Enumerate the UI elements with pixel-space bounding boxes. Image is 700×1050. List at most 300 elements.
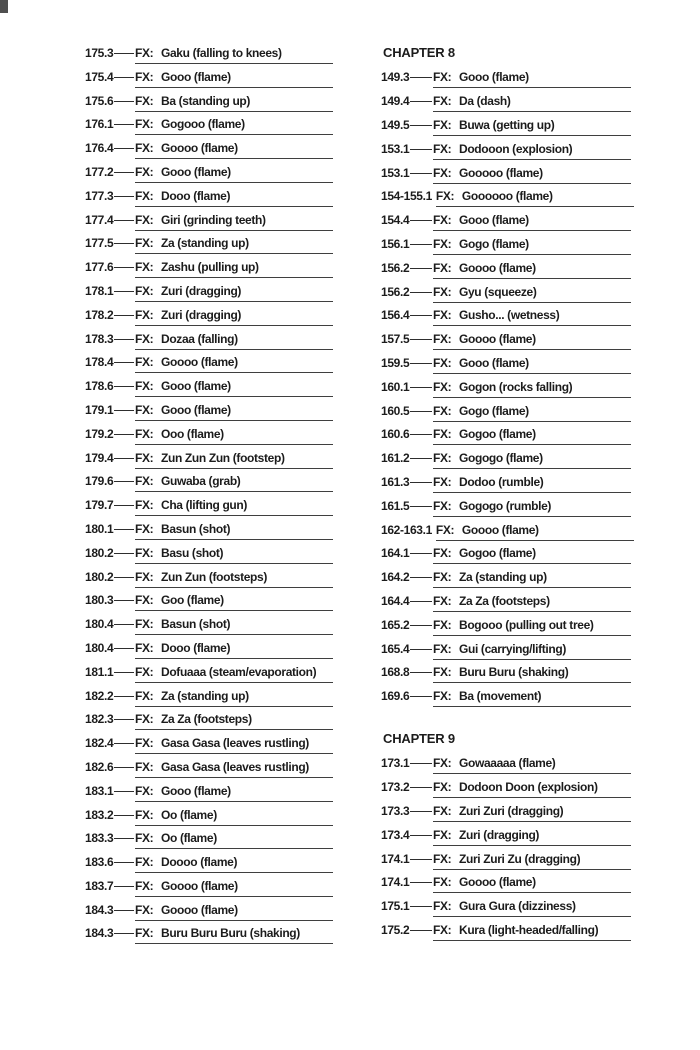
fx-sound: Buru Buru Buru (shaking) xyxy=(161,926,300,941)
fx-sound: Goooo (flame) xyxy=(161,355,238,370)
fx-sound: Cha (lifting gun) xyxy=(161,498,248,513)
fx-label: FX: xyxy=(433,498,452,513)
fx-entry-text xyxy=(433,307,631,326)
fx-label: FX: xyxy=(135,46,154,60)
fx-entry-text xyxy=(433,284,631,303)
fx-sound: Za (standing up) xyxy=(161,688,249,703)
leader-dash xyxy=(409,331,433,347)
fx-label: FX: xyxy=(135,569,154,584)
fx-entry-text xyxy=(135,473,333,492)
fx-entry xyxy=(381,69,631,88)
fx-label: FX: xyxy=(135,141,154,156)
fx-sound: Gooo (flame) xyxy=(161,783,231,798)
fx-label: FX: xyxy=(135,212,154,227)
fx-entry-text xyxy=(135,569,333,588)
page-number: 156.2 xyxy=(381,260,410,275)
fx-label: FX: xyxy=(433,213,452,228)
leader-dash xyxy=(113,378,135,394)
fx-entry xyxy=(85,93,333,112)
leader-dash xyxy=(409,474,433,490)
page-number: 178.6 xyxy=(85,379,114,394)
fx-entry-text xyxy=(433,379,631,398)
fx-label: FX: xyxy=(135,164,154,179)
page-number: 154-155.1 xyxy=(381,189,432,204)
fx-sound: Zun Zun Zun (footstep) xyxy=(161,450,285,465)
leader-dash xyxy=(409,69,433,85)
page-number: 178.2 xyxy=(85,307,114,322)
fx-entry-text xyxy=(433,922,631,941)
fx-label: FX: xyxy=(135,640,154,655)
fx-sound: Basun (shot) xyxy=(161,617,231,632)
fx-label: FX: xyxy=(135,450,154,465)
fx-entry-text xyxy=(433,69,631,88)
fx-sound: Giri (grinding teeth) xyxy=(161,212,266,227)
page-number: 180.2 xyxy=(85,569,114,584)
fx-sound: Gooo (flame) xyxy=(459,213,529,228)
fx-entry xyxy=(381,284,631,303)
leader-dash xyxy=(409,755,433,771)
fx-entry xyxy=(85,307,333,326)
fx-label: FX: xyxy=(433,875,452,890)
fx-entry-text xyxy=(433,874,631,893)
fx-sound: Oo (flame) xyxy=(161,831,217,846)
fx-entry xyxy=(381,922,631,941)
page-number: 175.1 xyxy=(381,899,410,914)
page-number: 157.5 xyxy=(381,332,410,347)
fx-entry-text xyxy=(433,664,631,683)
fx-label: FX: xyxy=(135,307,154,322)
page-number: 164.2 xyxy=(381,570,410,585)
fx-entry xyxy=(85,569,333,588)
fx-entry xyxy=(85,212,333,231)
fx-sound: Zashu (pulling up) xyxy=(161,260,259,275)
page-number: 183.1 xyxy=(85,783,114,798)
fx-entry-text xyxy=(135,688,333,707)
leader-dash xyxy=(113,402,135,418)
fx-sound: Gooo (flame) xyxy=(459,70,529,85)
leader-dash xyxy=(113,140,135,156)
fx-sound: Gooo (flame) xyxy=(161,69,231,84)
fx-entry xyxy=(381,117,631,136)
fx-entry xyxy=(381,236,631,255)
fx-entry xyxy=(381,260,631,279)
fx-label: FX: xyxy=(433,70,452,85)
fx-entry xyxy=(381,426,631,445)
fx-entry-text xyxy=(433,898,631,917)
leader-dash xyxy=(409,284,433,300)
fx-sound: Goooo (flame) xyxy=(161,902,238,917)
fx-list-left-column xyxy=(85,45,333,949)
leader-dash xyxy=(113,116,135,132)
leader-dash xyxy=(113,93,135,109)
leader-dash xyxy=(409,93,433,109)
leader-dash xyxy=(113,592,135,608)
page-number: 182.2 xyxy=(85,688,114,703)
page-number: 179.4 xyxy=(85,450,114,465)
fx-label: FX: xyxy=(433,474,452,489)
fx-label: FX: xyxy=(433,141,452,156)
fx-entry-text xyxy=(135,212,333,231)
fx-label: FX: xyxy=(433,308,452,323)
leader-dash xyxy=(113,235,135,251)
fx-sound: Gura Gura (dizziness) xyxy=(459,899,576,914)
page-number: 177.5 xyxy=(85,236,114,251)
leader-dash xyxy=(113,45,135,61)
leader-dash xyxy=(409,117,433,133)
fx-entry xyxy=(85,283,333,302)
fx-label: FX: xyxy=(433,756,452,771)
section-gap xyxy=(381,712,631,731)
page-number: 176.1 xyxy=(85,117,114,132)
page-number: 159.5 xyxy=(381,355,410,370)
fx-entry xyxy=(381,617,631,636)
fx-entry-text xyxy=(135,69,333,88)
fx-entry xyxy=(85,854,333,873)
fx-entry-text xyxy=(135,854,333,873)
fx-entry-text xyxy=(433,498,631,517)
leader-dash xyxy=(409,450,433,466)
fx-label: FX: xyxy=(135,593,154,608)
fx-entry xyxy=(381,593,631,612)
page-number: 183.3 xyxy=(85,831,114,846)
leader-dash xyxy=(409,236,433,252)
fx-label: FX: xyxy=(135,617,154,632)
page-number: 181.1 xyxy=(85,664,114,679)
leader-dash xyxy=(409,874,433,890)
fx-label: FX: xyxy=(135,93,154,108)
fx-entry xyxy=(85,473,333,492)
leader-dash xyxy=(409,355,433,371)
page-number: 160.6 xyxy=(381,427,410,442)
fx-entry-text xyxy=(135,283,333,302)
fx-label: FX: xyxy=(433,451,452,466)
page-number: 160.5 xyxy=(381,403,410,418)
fx-entry xyxy=(85,878,333,897)
fx-label: FX: xyxy=(135,688,154,703)
page-number: 175.3 xyxy=(85,46,114,60)
leader-dash xyxy=(113,640,135,656)
fx-sound: Za Za (footsteps) xyxy=(459,593,550,608)
fx-label: FX: xyxy=(433,827,452,842)
fx-entry-text xyxy=(135,354,333,373)
fx-entry xyxy=(85,902,333,921)
fx-entry xyxy=(381,212,631,231)
leader-dash xyxy=(113,307,135,323)
fx-sound: Gooooo (flame) xyxy=(459,165,543,180)
fx-entry xyxy=(85,521,333,540)
page-number: 153.1 xyxy=(381,165,410,180)
fx-entry xyxy=(85,592,333,611)
fx-entry xyxy=(381,93,631,112)
fx-sound: Buru Buru (shaking) xyxy=(459,665,569,680)
leader-dash xyxy=(113,331,135,347)
fx-entry-text xyxy=(433,403,631,422)
page-number: 176.4 xyxy=(85,141,114,156)
fx-sound: Dofuaaa (steam/evaporation) xyxy=(161,664,317,679)
leader-dash xyxy=(113,283,135,299)
fx-label: FX: xyxy=(135,426,154,441)
fx-sound: Goooo (flame) xyxy=(459,260,536,275)
leader-dash xyxy=(113,69,135,85)
fx-entry-text xyxy=(433,779,631,798)
fx-entry xyxy=(85,45,333,64)
fx-entry xyxy=(85,925,333,944)
fx-entry xyxy=(85,188,333,207)
fx-entry-text xyxy=(135,640,333,659)
fx-sound: Goooo (flame) xyxy=(459,875,536,890)
fx-entry-text xyxy=(135,93,333,112)
page-number: 149.5 xyxy=(381,117,410,132)
fx-entry-text xyxy=(433,260,631,279)
fx-entry xyxy=(85,783,333,802)
fx-entry-text xyxy=(135,830,333,849)
fx-sound: Dodoon Doon (explosion) xyxy=(459,780,598,795)
fx-entry xyxy=(85,354,333,373)
page-number: 168.8 xyxy=(381,665,410,680)
fx-entry xyxy=(381,522,631,541)
fx-entry xyxy=(381,874,631,893)
fx-entry-text xyxy=(135,902,333,921)
fx-entry-text xyxy=(135,521,333,540)
leader-dash xyxy=(432,522,436,538)
fx-label: FX: xyxy=(433,355,452,370)
fx-sound: Gogogo (flame) xyxy=(459,451,543,466)
fx-label: FX: xyxy=(135,759,154,774)
leader-dash xyxy=(409,827,433,843)
leader-dash xyxy=(113,902,135,918)
leader-dash xyxy=(113,426,135,442)
fx-label: FX: xyxy=(433,427,452,442)
fx-sound: Goooo (flame) xyxy=(161,878,238,893)
leader-dash xyxy=(409,803,433,819)
page-number: 178.3 xyxy=(85,331,114,346)
fx-sound: Gooo (flame) xyxy=(161,402,231,417)
fx-entry-text xyxy=(135,426,333,445)
fx-sound: Dooo (flame) xyxy=(161,640,231,655)
fx-label: FX: xyxy=(433,804,452,819)
fx-sound: Dodoo (rumble) xyxy=(459,474,544,489)
fx-sound: Za (standing up) xyxy=(161,236,249,251)
fx-sound: Gogogo (rumble) xyxy=(459,498,552,513)
page-number: 183.6 xyxy=(85,855,114,870)
fx-label: FX: xyxy=(135,902,154,917)
fx-label: FX: xyxy=(135,783,154,798)
leader-dash xyxy=(409,403,433,419)
leader-dash xyxy=(113,830,135,846)
fx-entry-text xyxy=(433,331,631,350)
fx-entry xyxy=(85,497,333,516)
fx-sound: Gaku (falling to knees) xyxy=(161,46,282,60)
fx-entry-text xyxy=(135,259,333,278)
leader-dash xyxy=(409,260,433,276)
page-number: 177.4 xyxy=(85,212,114,227)
leader-dash xyxy=(409,212,433,228)
fx-label: FX: xyxy=(135,236,154,251)
page-number: 180.4 xyxy=(85,640,114,655)
page-number: 174.1 xyxy=(381,851,410,866)
fx-sound: Gyu (squeeze) xyxy=(459,284,537,299)
leader-dash xyxy=(113,688,135,704)
leader-dash xyxy=(409,545,433,561)
fx-label: FX: xyxy=(433,780,452,795)
fx-entry-text xyxy=(433,165,631,184)
fx-entry-text xyxy=(433,141,631,160)
fx-sound: Gasa Gasa (leaves rustling) xyxy=(161,736,309,751)
fx-sound: Ba (standing up) xyxy=(161,93,251,108)
page-number: 154.4 xyxy=(381,213,410,228)
fx-entry-text xyxy=(135,925,333,944)
fx-entry-text xyxy=(433,851,631,870)
fx-entry xyxy=(85,331,333,350)
fx-sound: Gusho... (wetness) xyxy=(459,308,560,323)
fx-entry-text xyxy=(433,617,631,636)
page-number: 173.2 xyxy=(381,780,410,795)
leader-dash xyxy=(409,141,433,157)
fx-label: FX: xyxy=(135,664,154,679)
fx-entry xyxy=(381,165,631,184)
fx-label: FX: xyxy=(433,689,452,704)
fx-label: FX: xyxy=(135,498,154,513)
page-number: 175.2 xyxy=(381,923,410,938)
fx-sound: Zuri (dragging) xyxy=(459,827,540,842)
page-number: 179.7 xyxy=(85,498,114,513)
leader-dash xyxy=(409,779,433,795)
fx-entry-text xyxy=(135,378,333,397)
leader-dash xyxy=(409,851,433,867)
leader-dash xyxy=(409,165,433,181)
fx-sound: Dodooon (explosion) xyxy=(459,141,573,156)
fx-entry xyxy=(85,664,333,683)
fx-entry-text xyxy=(135,783,333,802)
page-number: 173.1 xyxy=(381,756,410,771)
fx-label: FX: xyxy=(135,355,154,370)
fx-sound: Gowaaaaa (flame) xyxy=(459,756,556,771)
fx-entry xyxy=(85,402,333,421)
fx-entry-text xyxy=(135,592,333,611)
fx-entry xyxy=(85,688,333,707)
fx-entry-text xyxy=(433,212,631,231)
page-number: 184.3 xyxy=(85,926,114,941)
fx-list-right-column xyxy=(381,45,631,946)
leader-dash xyxy=(113,735,135,751)
fx-sound: Goooooo (flame) xyxy=(461,189,553,204)
fx-label: FX: xyxy=(135,117,154,132)
fx-sound: Zun Zun (footsteps) xyxy=(161,569,267,584)
leader-dash xyxy=(409,664,433,680)
fx-label: FX: xyxy=(135,188,154,203)
page-number: 156.1 xyxy=(381,236,410,251)
page-number: 183.2 xyxy=(85,807,114,822)
fx-entry xyxy=(85,259,333,278)
fx-entry-text xyxy=(433,426,631,445)
leader-dash xyxy=(113,354,135,370)
fx-entry xyxy=(381,688,631,707)
fx-entry-text xyxy=(135,450,333,469)
fx-sound: Dozaa (falling) xyxy=(161,331,238,346)
fx-sound: Za Za (footsteps) xyxy=(161,712,252,727)
fx-sound: Gogooo (flame) xyxy=(161,117,245,132)
fx-sound: Dooo (flame) xyxy=(161,188,231,203)
fx-label: FX: xyxy=(433,923,452,938)
fx-label: FX: xyxy=(135,283,154,298)
page-number: 179.2 xyxy=(85,426,114,441)
fx-entry-text xyxy=(135,807,333,826)
fx-sound: Basu (shot) xyxy=(161,545,224,560)
fx-label: FX: xyxy=(135,831,154,846)
fx-label: FX: xyxy=(433,284,452,299)
fx-entry-text xyxy=(135,331,333,350)
fx-sound: Gogon (rocks falling) xyxy=(459,379,573,394)
fx-entry xyxy=(381,545,631,564)
leader-dash xyxy=(409,426,433,442)
leader-dash xyxy=(409,379,433,395)
fx-entry xyxy=(381,569,631,588)
fx-entry xyxy=(381,188,631,207)
chapter-header: CHAPTER 8 xyxy=(383,45,455,60)
fx-entry xyxy=(85,164,333,183)
fx-sound: Gui (carrying/lifting) xyxy=(459,641,566,656)
fx-entry-text xyxy=(135,402,333,421)
fx-entry xyxy=(381,379,631,398)
fx-label: FX: xyxy=(433,260,452,275)
leader-dash xyxy=(409,898,433,914)
leader-dash xyxy=(113,807,135,823)
fx-label: FX: xyxy=(433,94,452,109)
fx-label: FX: xyxy=(433,165,452,180)
leader-dash xyxy=(113,854,135,870)
fx-entry xyxy=(85,235,333,254)
page-number: 173.4 xyxy=(381,827,410,842)
page-number: 180.4 xyxy=(85,617,114,632)
fx-entry-text xyxy=(433,545,631,564)
page-number: 153.1 xyxy=(381,141,410,156)
fx-entry xyxy=(381,755,631,774)
page-number: 161.3 xyxy=(381,474,410,489)
fx-entry xyxy=(381,331,631,350)
page-number: 180.3 xyxy=(85,593,114,608)
fx-entry xyxy=(381,803,631,822)
fx-entry-text xyxy=(135,307,333,326)
page-number: 178.1 xyxy=(85,283,114,298)
leader-dash xyxy=(113,711,135,727)
page-number: 182.3 xyxy=(85,712,114,727)
fx-sound: Goooo (flame) xyxy=(461,522,539,537)
fx-sound: Bogooo (pulling out tree) xyxy=(459,617,594,632)
leader-dash xyxy=(409,922,433,938)
fx-entry xyxy=(85,759,333,778)
fx-sound: Gooo (flame) xyxy=(459,355,529,370)
fx-entry xyxy=(381,355,631,374)
fx-entry xyxy=(85,616,333,635)
fx-sound: Kura (light-headed/falling) xyxy=(459,923,599,938)
fx-label: FX: xyxy=(135,807,154,822)
fx-entry xyxy=(381,851,631,870)
fx-label: FX: xyxy=(135,926,154,941)
fx-label: FX: xyxy=(135,736,154,751)
fx-label: FX: xyxy=(135,379,154,394)
fx-label: FX: xyxy=(435,522,455,537)
page-number: 161.5 xyxy=(381,498,410,513)
page-number: 174.1 xyxy=(381,875,410,890)
page-number: 161.2 xyxy=(381,451,410,466)
fx-sound: Ba (movement) xyxy=(459,689,542,704)
fx-entry-text xyxy=(135,497,333,516)
fx-label: FX: xyxy=(135,855,154,870)
leader-dash xyxy=(113,212,135,228)
leader-dash xyxy=(113,259,135,275)
fx-sound: Zuri Zuri Zu (dragging) xyxy=(459,851,581,866)
fx-sound: Zuri (dragging) xyxy=(161,283,242,298)
